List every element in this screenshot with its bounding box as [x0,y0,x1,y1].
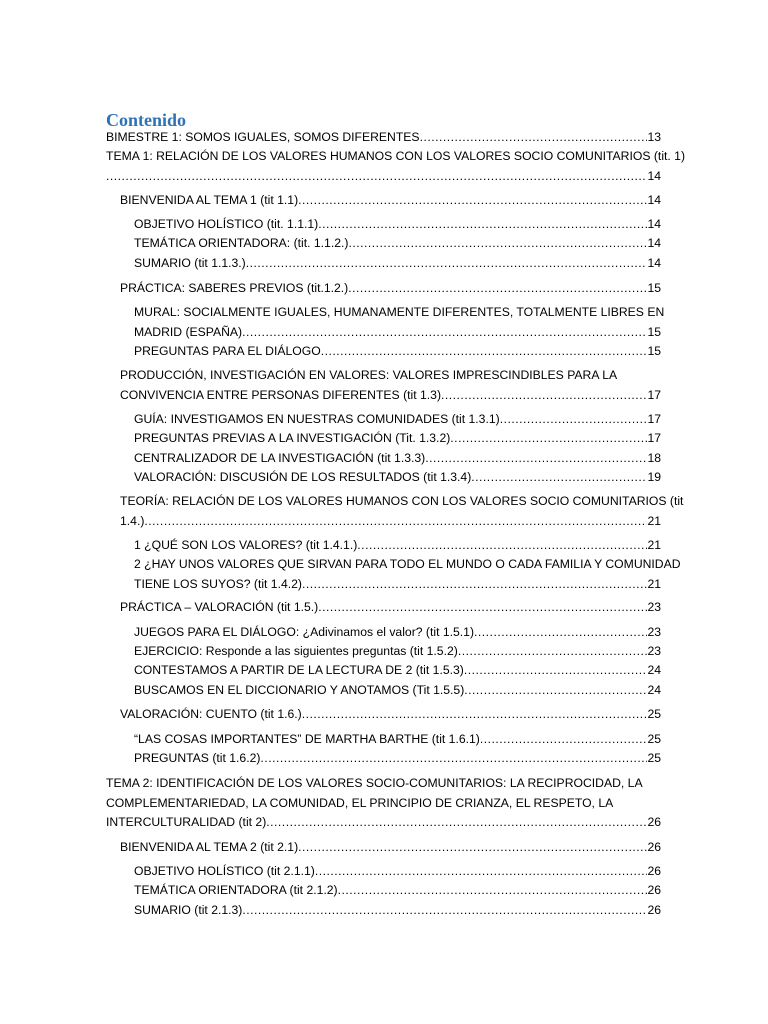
toc-page-number: 18 [647,451,661,465]
toc-entry-level-3[interactable] [134,468,661,488]
dot-leader [266,813,647,833]
toc-entry-text: TEMÁTICA ORIENTADORA: (tit. 1.1.2.) [134,236,349,250]
dot-leader [458,642,648,662]
toc-page-number: 14 [647,193,661,207]
toc-entry-text: BIENVENIDA AL TEMA 2 (tit 2.1) [120,840,299,854]
toc-entry-text: COMPLEMENTARIEDAD, LA COMUNIDAD, EL PRINCIPIO DE CRIANZA, EL RESPETO, LA [106,795,614,810]
toc-entry-level-3[interactable] [134,449,661,469]
toc-entry-text: PREGUNTAS PREVIAS A LA INVESTIGACIÓN (Tit. 1.3.2) [134,431,451,445]
dot-leader [348,234,647,254]
toc-entry-text: EJERCICIO: Responde a las siguientes preguntas (tit 1.5.2) [134,644,458,658]
toc-entry-level-3[interactable] [134,881,661,901]
dot-leader [318,598,647,618]
toc-entry-text: PREGUNTAS PARA EL DIÁLOGO [134,344,321,358]
dot-leader [420,128,648,148]
toc-page-number: 23 [647,625,661,639]
toc-entry-text: PREGUNTAS (tit 1.6.2) [134,751,261,765]
toc-entry-text: TEORÍA: RELACIÓN DE LOS VALORES HUMANOS CON LOS VALORES SOCIO COMUNITARIOS (tit [120,494,684,508]
toc-page-number: 17 [647,412,661,426]
toc-entry-level-2[interactable] [120,279,661,299]
toc-page-number: 26 [647,883,661,897]
toc-entry-text: PRÁCTICA: SABERES PREVIOS (tit.1.2.) [120,281,349,295]
dot-leader [425,449,647,469]
dot-leader [441,386,647,406]
toc-entry-text: TIENE LOS SUYOS? (tit 1.4.2) [134,576,302,591]
dot-leader [464,661,648,681]
toc-entry-level-3[interactable] [134,862,661,882]
toc-entry-text: BIENVENIDA AL TEMA 1 (tit 1.1) [120,193,299,207]
toc-entry-level-3[interactable] [134,642,661,662]
toc-page-number: 17 [647,431,661,445]
dot-leader [302,705,648,725]
toc-page-number: 26 [647,840,661,854]
toc-page-number: 19 [647,470,661,484]
toc-page-number: 14 [647,256,661,270]
dot-leader [471,468,647,488]
toc-entry-text: TEMÁTICA ORIENTADORA (tit 2.1.2) [134,883,338,897]
toc-entry-level-3[interactable] [134,536,661,556]
toc-entry-text: SUMARIO (tit 1.1.3.) [134,256,246,270]
toc-entry-level-3[interactable] [134,749,661,769]
toc-entry-level-3[interactable] [134,234,661,254]
dot-leader [480,730,648,750]
toc-entry-level-2[interactable] [120,705,661,725]
dot-leader [315,862,648,882]
toc-entry-level-3[interactable] [134,342,661,362]
toc-page-number: 26 [647,903,661,917]
dot-leader [357,536,647,556]
dot-leader [318,215,647,235]
toc-entry-text: SUMARIO (tit 2.1.3) [134,903,243,917]
toc-entry-text: CONVIVENCIA ENTRE PERSONAS DIFERENTES (tit 1.3) [120,387,441,402]
toc-entry-level-1[interactable] [106,147,686,186]
toc-entry-text: VALORACIÓN: CUENTO (tit 1.6.) [120,707,302,721]
toc-entry-text: JUEGOS PARA EL DIÁLOGO: ¿Adivinamos el valor? (tit 1.5.1) [134,625,475,639]
toc-entry-text: 1 ¿QUÉ SON LOS VALORES? (tit 1.4.1.) [134,538,358,552]
toc-entry-level-3[interactable] [134,303,665,342]
toc-entry-text: GUÍA: INVESTIGAMOS EN NUESTRAS COMUNIDADES (tit 1.3.1) [134,412,500,426]
dot-leader [338,881,648,901]
toc-entry-level-3[interactable] [134,215,661,235]
toc-entry-text: TEMA 2: IDENTIFICACIÓN DE LOS VALORES SOCIO-COMUNITARIOS: LA RECIPROCIDAD, LA [106,776,643,790]
toc-entry-level-3[interactable] [134,901,661,921]
toc-page-number: 14 [647,168,661,183]
toc-page-number: 21 [647,513,661,528]
toc-entry-level-3[interactable] [134,681,661,701]
toc-page-number: 15 [647,344,661,358]
toc-entry-text: MADRID (ESPAÑA) [134,324,243,339]
toc-entry-text: 2 ¿HAY UNOS VALORES QUE SIRVAN PARA TODO EL MUNDO O CADA FAMILIA Y COMUNIDAD [134,557,681,571]
dot-leader [302,575,647,595]
dot-leader [500,410,648,430]
toc-entry-level-1[interactable] [106,128,661,148]
toc-entry-text: “LAS COSAS IMPORTANTES” DE MARTHA BARTHE (tit 1.6.1) [134,732,480,746]
toc-page-number: 26 [647,864,661,878]
toc-page-number: 13 [647,130,661,144]
toc-entry-text: 1.4.) [120,513,145,528]
dot-leader [242,323,647,343]
toc-entry-text: MURAL: SOCIALMENTE IGUALES, HUMANAMENTE DIFERENTES, TOTALMENTE LIBRES EN [134,305,665,319]
toc-entry-level-2[interactable] [120,598,661,618]
dot-leader [106,167,647,187]
dot-leader [474,623,647,643]
toc-page-number: 26 [647,815,661,830]
toc-entry-level-3[interactable] [134,429,661,449]
dot-leader [450,429,647,449]
toc-entry-text: BUSCAMOS EN EL DICCIONARIO Y ANOTAMOS (Tit 1.5.5) [134,683,465,697]
dot-leader [298,838,647,858]
dot-leader [260,749,647,769]
toc-entry-text: OBJETIVO HOLÍSTICO (tit. 1.1.1) [134,217,319,231]
dot-leader [242,901,647,921]
toc-page-number: 14 [647,217,661,231]
dot-leader [144,512,647,532]
toc-entry-level-2[interactable] [120,838,661,858]
toc-entry-level-2[interactable] [120,191,661,211]
toc-entry-level-2[interactable] [120,366,661,405]
dot-leader [348,279,647,299]
toc-entry-text: PRÁCTICA – VALORACIÓN (tit 1.5.) [120,600,319,614]
toc-entry-level-3[interactable] [134,661,661,681]
toc-page-number: 17 [647,387,661,402]
toc-page-number: 21 [647,576,661,591]
toc-entry-level-3[interactable] [134,410,661,430]
toc-entry-level-3[interactable] [134,623,661,643]
toc-heading: Contenido [106,110,187,130]
toc-entry-text: CENTRALIZADOR DE LA INVESTIGACIÓN (tit 1.3.3) [134,451,426,465]
toc-page-number: 15 [647,281,661,295]
toc-entry-text: CONTESTAMOS A PARTIR DE LA LECTURA DE 2 (tit 1.5.3) [134,663,464,677]
toc-entry-level-2[interactable] [120,492,684,531]
toc-entry-text: BIMESTRE 1: SOMOS IGUALES, SOMOS DIFERENTES [106,130,420,144]
toc-page-number: 25 [647,732,661,746]
dot-leader [298,191,647,211]
toc-page-number: 25 [647,707,661,721]
dot-leader [321,342,648,362]
toc-entry-text: INTERCULTURALIDAD (tit 2) [106,815,267,830]
toc-page-number: 24 [647,663,661,677]
dot-leader [464,681,647,701]
toc-page-number: 23 [647,600,661,614]
toc-entry-level-3[interactable] [134,730,661,750]
toc-page-number: 24 [647,683,661,697]
toc-page-number: 25 [647,751,661,765]
toc-entry-level-1[interactable] [106,774,661,833]
toc-entry-text: TEMA 1: RELACIÓN DE LOS VALORES HUMANOS CON LOS VALORES SOCIO COMUNITARIOS (tit. 1) [106,149,686,163]
toc-entry-text: OBJETIVO HOLÍSTICO (tit 2.1.1) [134,864,315,878]
toc-page-number: 21 [647,538,661,552]
toc-entry-level-3[interactable] [134,254,661,274]
toc-page-number: 15 [647,324,661,339]
toc-entry-text: PRODUCCIÓN, INVESTIGACIÓN EN VALORES: VALORES IMPRESCINDIBLES PARA LA [120,368,618,382]
toc-page-number: 14 [647,236,661,250]
dot-leader [246,254,648,274]
toc-entry-text: VALORACIÓN: DISCUSIÓN DE LOS RESULTADOS (tit 1.3.4) [134,470,472,484]
toc-page-number: 23 [647,644,661,658]
toc-entry-level-3[interactable] [134,555,681,594]
